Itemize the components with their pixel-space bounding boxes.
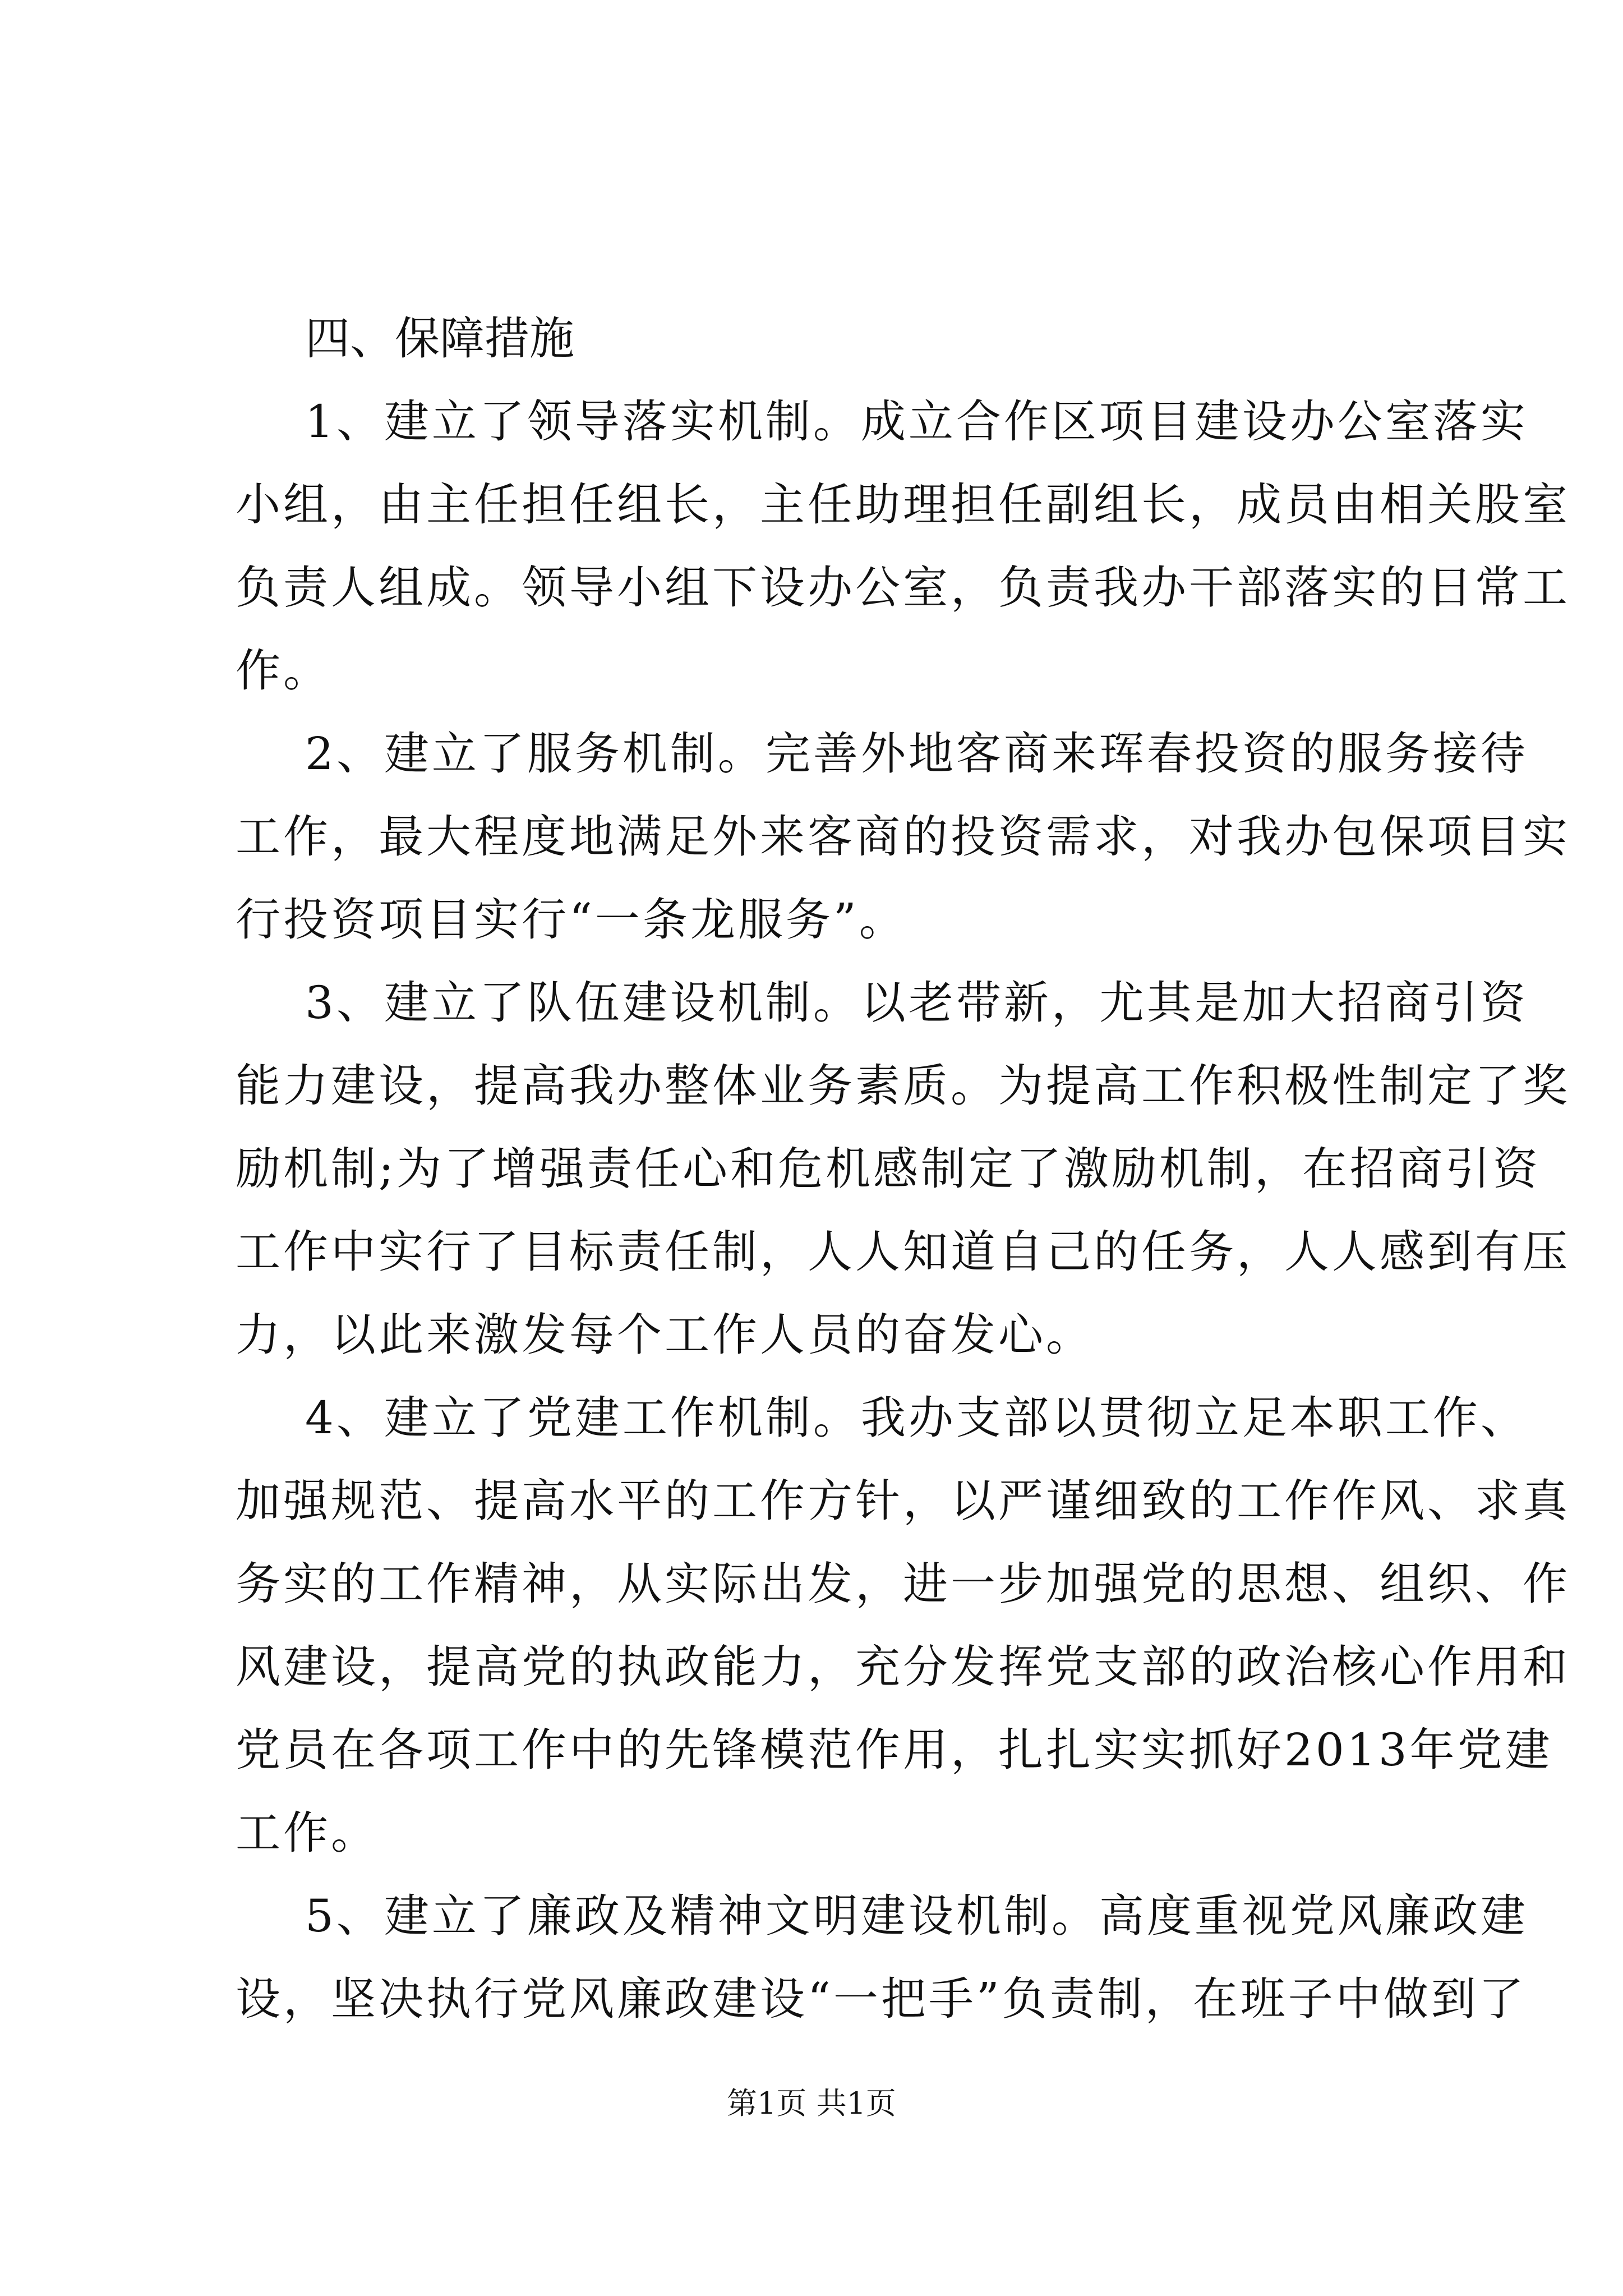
page-number-footer: 第1页 共1页: [727, 2086, 896, 2121]
paragraph-4-line-5: 党员在各项工作中的先锋模范作用，扎扎实实抓好2013年党建: [236, 1724, 1553, 1776]
paragraph-3-line-5: 力，以此来激发每个工作人员的奋发心。: [236, 1309, 1094, 1361]
paragraph-4-line-6: 工作。: [236, 1807, 379, 1859]
paragraph-3-line-4: 工作中实行了目标责任制，人人知道自己的任务，人人感到有压: [236, 1226, 1570, 1278]
paragraph-1-line-4: 作。: [236, 645, 331, 697]
paragraph-2-line-2: 工作，最大程度地满足外来客商的投资需求，对我办包保项目实: [236, 811, 1570, 863]
section-heading: 四、保障措施: [305, 312, 574, 365]
paragraph-1-line-2: 小组，由主任担任组长，主任助理担任副组长，成员由相关股室: [236, 478, 1570, 531]
paragraph-3-line-3: 励机制;为了增强责任心和危机感制定了激励机制，在招商引资: [236, 1143, 1541, 1195]
paragraph-3-line-2: 能力建设，提高我办整体业务素质。为提高工作积极性制定了奖: [236, 1060, 1570, 1112]
document-body: [236, 297, 1570, 2041]
paragraph-5-line-2: 设，坚决执行党风廉政建设“一把手”负责制，在班子中做到了: [236, 1973, 1527, 2025]
paragraph-1-line-1: 1、建立了领导落实机制。成立合作区项目建设办公室落实: [305, 395, 1528, 448]
paragraph-4-line-4: 风建设，提高党的执政能力，充分发挥党支部的政治核心作用和: [236, 1641, 1570, 1693]
paragraph-1-line-3: 负责人组成。领导小组下设办公室，负责我办干部落实的日常工: [236, 562, 1570, 614]
paragraph-3-line-1: 3、建立了队伍建设机制。以老带新，尤其是加大招商引资: [305, 977, 1528, 1029]
paragraph-4-line-2: 加强规范、提高水平的工作方针，以严谨细致的工作作风、求真: [236, 1475, 1570, 1527]
paragraph-4-line-3: 务实的工作精神，从实际出发，进一步加强党的思想、组织、作: [236, 1558, 1570, 1610]
paragraph-5-line-1: 5、建立了廉政及精神文明建设机制。高度重视党风廉政建: [305, 1890, 1528, 1942]
paragraph-4-line-1: 4、建立了党建工作机制。我办支部以贯彻立足本职工作、: [305, 1392, 1528, 1444]
paragraph-2-line-1: 2、建立了服务机制。完善外地客商来珲春投资的服务接待: [305, 728, 1528, 780]
paragraph-2-line-3: 行投资项目实行“一条龙服务”。: [236, 894, 907, 946]
